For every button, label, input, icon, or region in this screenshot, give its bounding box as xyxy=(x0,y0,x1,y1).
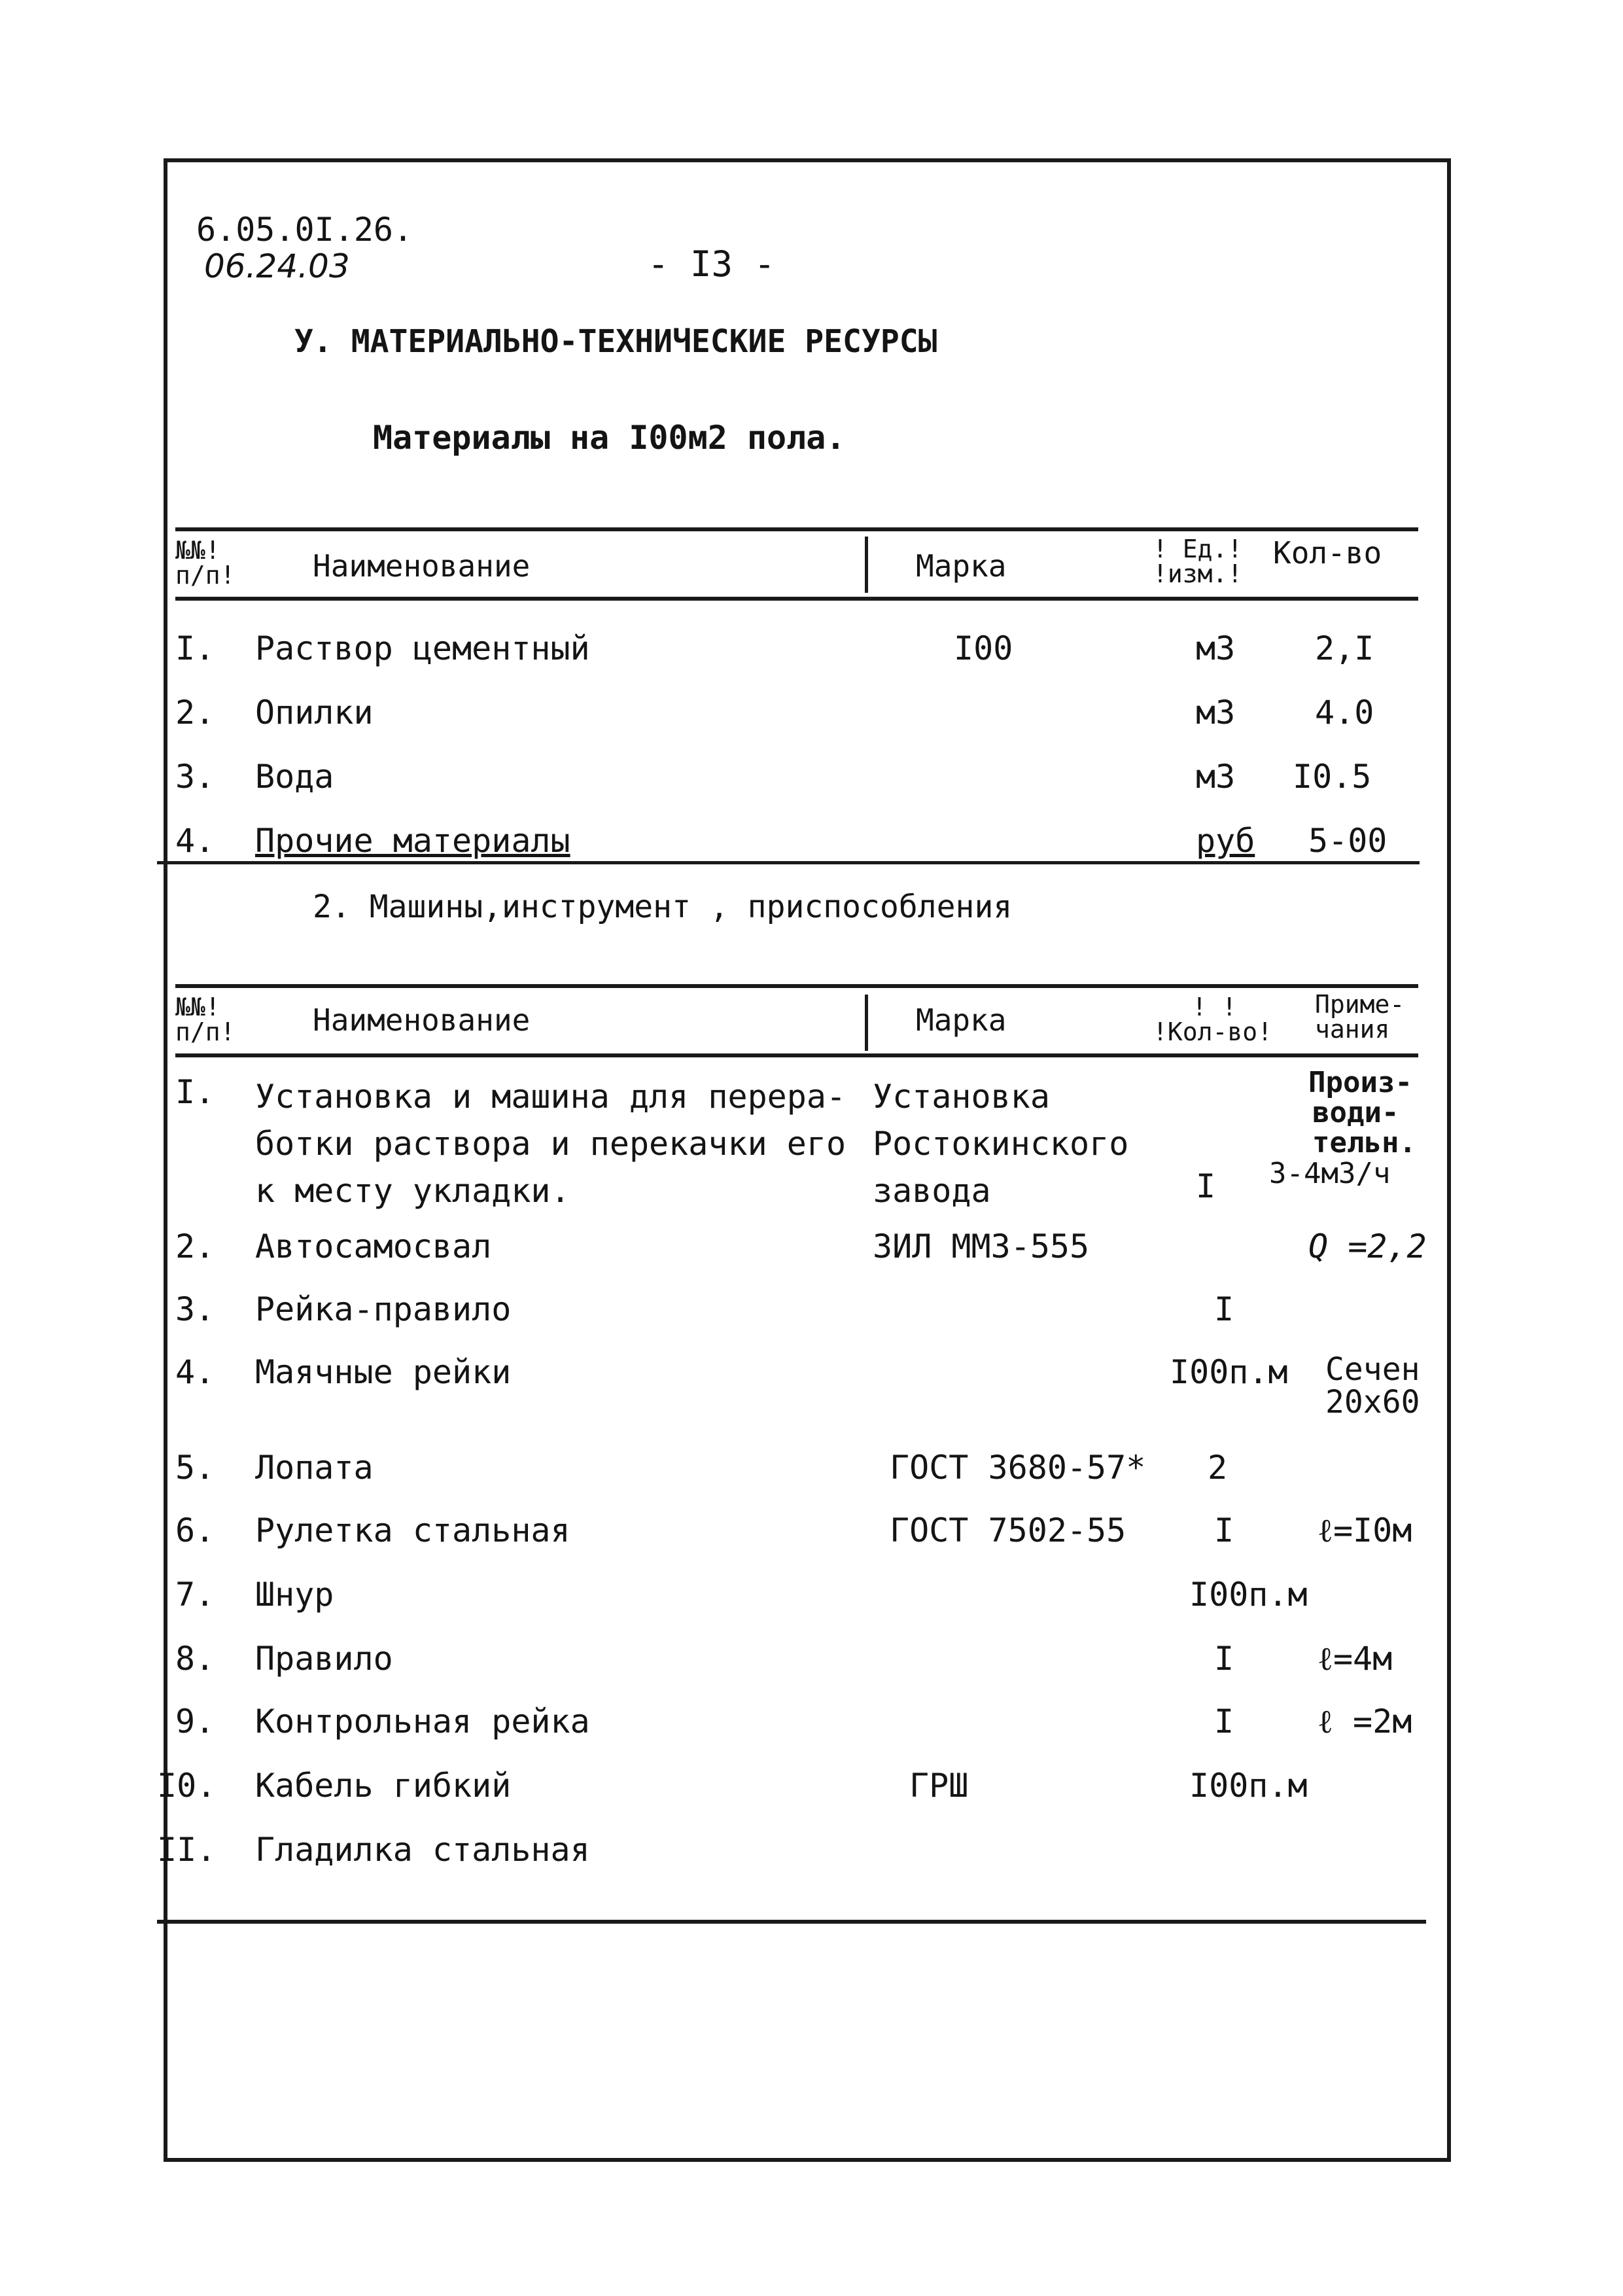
materials-header-divider xyxy=(865,537,868,593)
table-row-unit: м3 xyxy=(1196,758,1236,796)
machines-header-qty xyxy=(1153,995,1272,1044)
note-line: Произ- xyxy=(1308,1066,1412,1099)
note-line: води- xyxy=(1312,1096,1399,1130)
materials-table-header-rule xyxy=(175,597,1418,601)
table-row-note: ℓ=4м xyxy=(1318,1640,1393,1678)
table-row-name: Шнур xyxy=(255,1576,334,1614)
table-row-unit: м3 xyxy=(1196,694,1236,732)
header-num-bottom: п/п! xyxy=(175,561,236,590)
table-row-name xyxy=(255,1073,846,1214)
table-row-note: Q =2,2 xyxy=(1308,1227,1427,1265)
table-row-num: 4. xyxy=(175,1353,215,1391)
table-row-num: 3. xyxy=(175,1290,215,1328)
table-row-num: 6. xyxy=(175,1511,215,1549)
header-num-top: №№! xyxy=(175,536,220,565)
header-unit-top: ! Ед.! xyxy=(1153,535,1243,563)
table-row-name: Автосамосвал xyxy=(255,1227,492,1265)
table-row-note: ℓ=I0м xyxy=(1318,1511,1412,1549)
machines-header-num xyxy=(175,995,236,1044)
table-row-num: 5. xyxy=(175,1449,215,1487)
table-row-num: 8. xyxy=(175,1640,215,1678)
table-row-num: 9. xyxy=(175,1703,215,1740)
machines-table-header-rule xyxy=(175,1053,1418,1057)
table-row-brand xyxy=(873,1073,1128,1214)
table-row-name: Гладилка стальная xyxy=(255,1831,590,1869)
document-number: 6.05.0I.26. xyxy=(196,211,413,249)
table-row-unit: руб xyxy=(1196,822,1255,860)
materials-table-bottom-rule xyxy=(157,861,1420,864)
header-note-bottom: чания xyxy=(1315,1015,1390,1044)
machines-subtitle: 2. Машины,инструмент , приспособления xyxy=(313,889,1013,925)
machines-header-brand: Марка xyxy=(916,1002,1007,1038)
table-row-brand: ГОСТ 3680-57* xyxy=(890,1449,1146,1487)
table-row-note xyxy=(1325,1353,1420,1419)
table-row-name: Раствор цементный xyxy=(255,629,590,667)
table-row-qty: 5-00 xyxy=(1308,822,1387,860)
name-line: Установка и машина для перера- xyxy=(255,1078,846,1116)
table-row-num: 3. xyxy=(175,758,215,796)
table-row-name: Прочие материалы xyxy=(255,822,570,860)
table-row-qty: I00п.м xyxy=(1170,1353,1288,1391)
brand-line: Ростокинского xyxy=(873,1125,1129,1163)
handwritten-document-number: 06.24.03 xyxy=(204,247,350,285)
table-row-name: Лопата xyxy=(255,1449,374,1487)
header-qty-top: ! ! xyxy=(1192,993,1237,1021)
table-row-num: I. xyxy=(175,1073,215,1111)
table-row-name: Маячные рейки xyxy=(255,1353,512,1391)
materials-header-num xyxy=(175,538,236,588)
table-row-brand: ГРШ xyxy=(909,1767,969,1805)
table-row-num: II. xyxy=(157,1831,217,1869)
header-note-top: Приме- xyxy=(1315,990,1405,1019)
note-line: 3-4м3/ч xyxy=(1269,1156,1391,1190)
table-row-note: ℓ =2м xyxy=(1318,1703,1412,1740)
table-row-qty: I xyxy=(1214,1703,1234,1740)
name-line: ботки раствора и перекачки его xyxy=(255,1125,846,1163)
table-row-qty: I0.5 xyxy=(1293,758,1372,796)
table-row-brand: I00 xyxy=(954,629,1013,667)
table-row-qty: I00п.м xyxy=(1189,1576,1308,1614)
table-row-unit: м3 xyxy=(1196,629,1236,667)
materials-header-brand: Марка xyxy=(916,548,1007,584)
note-line: 20х60 xyxy=(1325,1384,1420,1421)
materials-header-unit xyxy=(1153,537,1242,586)
machines-header-divider xyxy=(865,995,868,1051)
header-unit-bottom: !изм.! xyxy=(1153,559,1243,588)
table-row-name: Правило xyxy=(255,1640,393,1678)
brand-line: Установка xyxy=(873,1078,1050,1116)
page-number: - I3 - xyxy=(648,243,776,285)
table-row-num: 7. xyxy=(175,1576,215,1614)
materials-table-top-rule xyxy=(175,527,1418,531)
materials-header-qty: Кол-во xyxy=(1273,535,1382,571)
header-num-bottom: п/п! xyxy=(175,1017,236,1046)
table-row-name: Рейка-правило xyxy=(255,1290,512,1328)
table-row-note xyxy=(1269,1066,1416,1190)
table-row-qty: I00п.м xyxy=(1189,1767,1308,1805)
table-row-name: Рулетка стальная xyxy=(255,1511,570,1549)
table-row-num: I0. xyxy=(157,1767,217,1805)
brand-line: завода xyxy=(873,1172,991,1210)
header-num-top: №№! xyxy=(175,993,220,1021)
table-row-qty: I xyxy=(1214,1511,1234,1549)
table-row-name: Опилки xyxy=(255,694,374,732)
table-row-num: 2. xyxy=(175,1227,215,1265)
table-row-num: 4. xyxy=(175,822,215,860)
materials-subtitle: Материалы на I00м2 пола. xyxy=(373,419,846,457)
table-row-qty: 2,I xyxy=(1315,629,1374,667)
table-row-qty: I xyxy=(1214,1640,1234,1678)
table-row-qty: I xyxy=(1214,1290,1234,1328)
header-qty-bottom: !Кол-во! xyxy=(1153,1017,1273,1046)
machines-table-bottom-rule xyxy=(157,1920,1426,1924)
table-row-num: I. xyxy=(175,629,215,667)
table-row-num: 2. xyxy=(175,694,215,732)
machines-table-top-rule xyxy=(175,984,1418,988)
table-row-brand: ЗИЛ ММЗ-555 xyxy=(873,1227,1090,1265)
table-row-qty: 4.0 xyxy=(1315,694,1374,732)
table-row-qty: 2 xyxy=(1208,1449,1228,1487)
table-row-name: Кабель гибкий xyxy=(255,1767,512,1805)
materials-header-name: Наименование xyxy=(313,548,531,584)
note-line: тельн. xyxy=(1312,1126,1416,1160)
table-row-brand: ГОСТ 7502-55 xyxy=(890,1511,1126,1549)
machines-header-note xyxy=(1315,992,1405,1042)
note-line: Сечен xyxy=(1325,1351,1420,1388)
machines-header-name: Наименование xyxy=(313,1002,531,1038)
section-title: У. МАТЕРИАЛЬНО-ТЕХНИЧЕСКИЕ РЕСУРСЫ xyxy=(294,323,937,360)
table-row-name: Вода xyxy=(255,758,334,796)
table-row-name: Контрольная рейка xyxy=(255,1703,590,1740)
table-row-qty: I xyxy=(1196,1167,1216,1205)
name-line: к месту укладки. xyxy=(255,1172,570,1210)
